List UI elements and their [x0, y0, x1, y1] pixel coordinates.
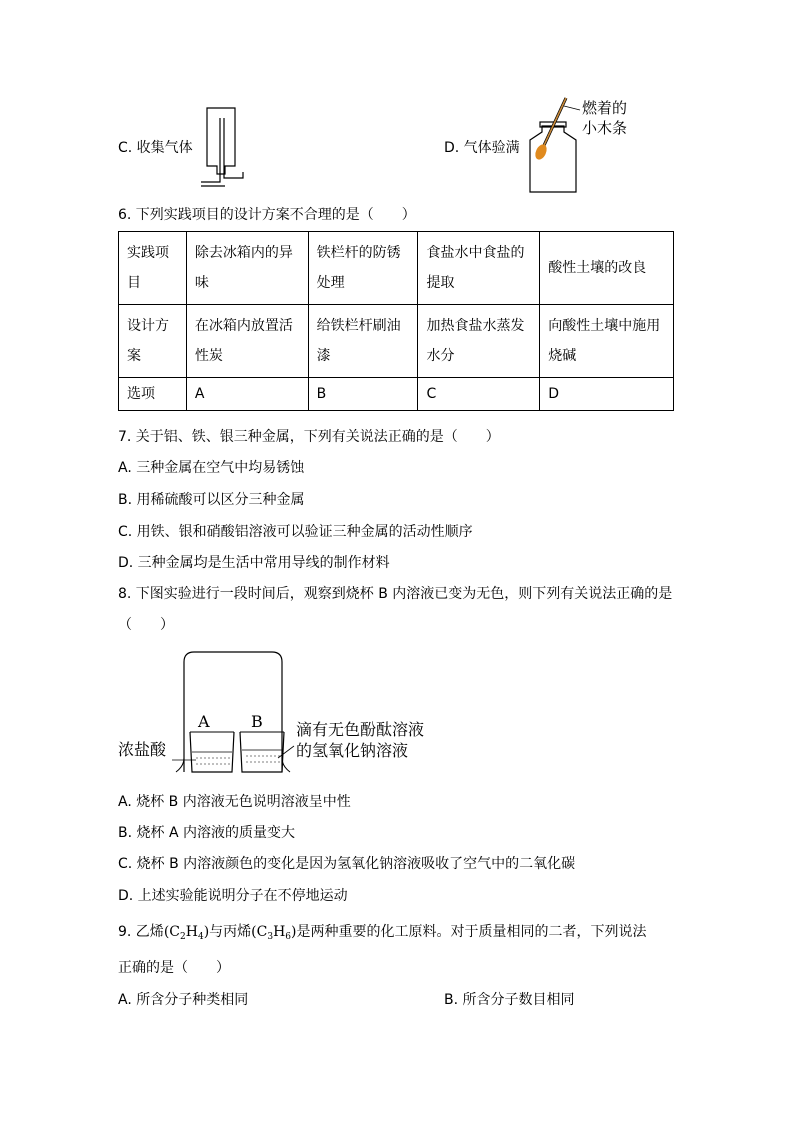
formula-ethylene: $(C_2H_4)$: [163, 924, 210, 942]
q6-table: [118, 231, 674, 411]
q8-option-a: A. 烧杯 B 内溶液无色说明溶液呈中性: [118, 794, 351, 810]
q7-option-a: A. 三种金属在空气中均易锈蚀: [118, 460, 305, 476]
table-cell: B: [308, 378, 418, 411]
concentrated-hcl-label: 浓盐酸: [118, 740, 167, 759]
q5-option-c: C. 收集气体: [118, 140, 193, 156]
q9-option-b: B. 所含分子数目相同: [444, 992, 575, 1008]
q9-option-a: A. 所含分子种类相同: [118, 992, 249, 1008]
table-row: [119, 232, 674, 305]
beaker-a-label: A: [198, 712, 210, 731]
burning-stick-label-line2: 小木条: [582, 119, 628, 137]
q6-stem: 6. 下列实践项目的设计方案不合理的是（ ）: [118, 207, 416, 223]
table-cell: 实践项目: [119, 232, 187, 305]
q7-option-c: C. 用铁、银和硝酸铝溶液可以验证三种金属的活动性顺序: [118, 524, 473, 540]
table-cell: 食盐水中食盐的提取: [418, 232, 540, 305]
q8-option-d: D. 上述实验能说明分子在不停地运动: [118, 888, 348, 904]
table-cell: A: [186, 378, 308, 411]
table-cell: C: [418, 378, 540, 411]
q9-stem-prefix: 9. 乙烯: [118, 924, 164, 940]
q8-stem-line1: 8. 下图实验进行一段时间后，观察到烧杯 B 内溶液已变为无色，则下列有关说法正确的是: [118, 586, 673, 602]
table-cell: 在冰箱内放置活性炭: [186, 305, 308, 378]
q7-stem: 7. 关于铝、铁、银三种金属，下列有关说法正确的是（ ）: [118, 429, 500, 445]
table-row: [119, 305, 674, 378]
table-row: [119, 378, 674, 411]
q9-stem-suffix: 是两种重要的化工原料。对于质量相同的二者，下列说法: [296, 924, 647, 940]
table-cell: 向酸性土壤中施用烧碱: [540, 305, 674, 378]
q9-stem-middle: 与丙烯: [209, 924, 252, 940]
q8-option-b: B. 烧杯 A 内溶液的质量变大: [118, 825, 295, 841]
q9-stem-line2: 正确的是（ ）: [118, 960, 230, 976]
burning-stick-label-line1: 燃着的: [582, 99, 628, 117]
formula-propylene: $(C_3H_6)$: [251, 924, 297, 942]
table-cell: D: [540, 378, 674, 411]
table-cell: 除去冰箱内的异味: [186, 232, 308, 305]
q7-option-d: D. 三种金属均是生活中常用导线的制作材料: [118, 555, 390, 571]
beaker-experiment-figure: [170, 648, 296, 776]
beaker-b-label: B: [251, 712, 263, 731]
table-cell: 加热食盐水蒸发水分: [418, 305, 540, 378]
table-cell: 酸性土壤的改良: [540, 232, 674, 305]
q8-option-c: C. 烧杯 B 内溶液颜色的变化是因为氢氧化钠溶液吸收了空气中的二氧化碳: [118, 856, 576, 872]
q9-stem-line1: [118, 922, 647, 947]
q7-option-b: B. 用稀硫酸可以区分三种金属: [118, 492, 305, 508]
table-cell: 选项: [119, 378, 187, 411]
q8-stem-line2: （ ）: [118, 617, 174, 633]
phenolphthalein-label-line2: 的氢氧化钠溶液: [296, 741, 409, 760]
table-cell: 设计方案: [119, 305, 187, 378]
q5-option-d: D. 气体验满: [444, 140, 520, 156]
table-cell: 铁栏杆的防锈处理: [308, 232, 418, 305]
gas-collection-bottle-figure: [195, 104, 255, 190]
table-cell: 给铁栏杆刷油漆: [308, 305, 418, 378]
phenolphthalein-label-line1: 滴有无色酚酞溶液: [296, 720, 425, 739]
